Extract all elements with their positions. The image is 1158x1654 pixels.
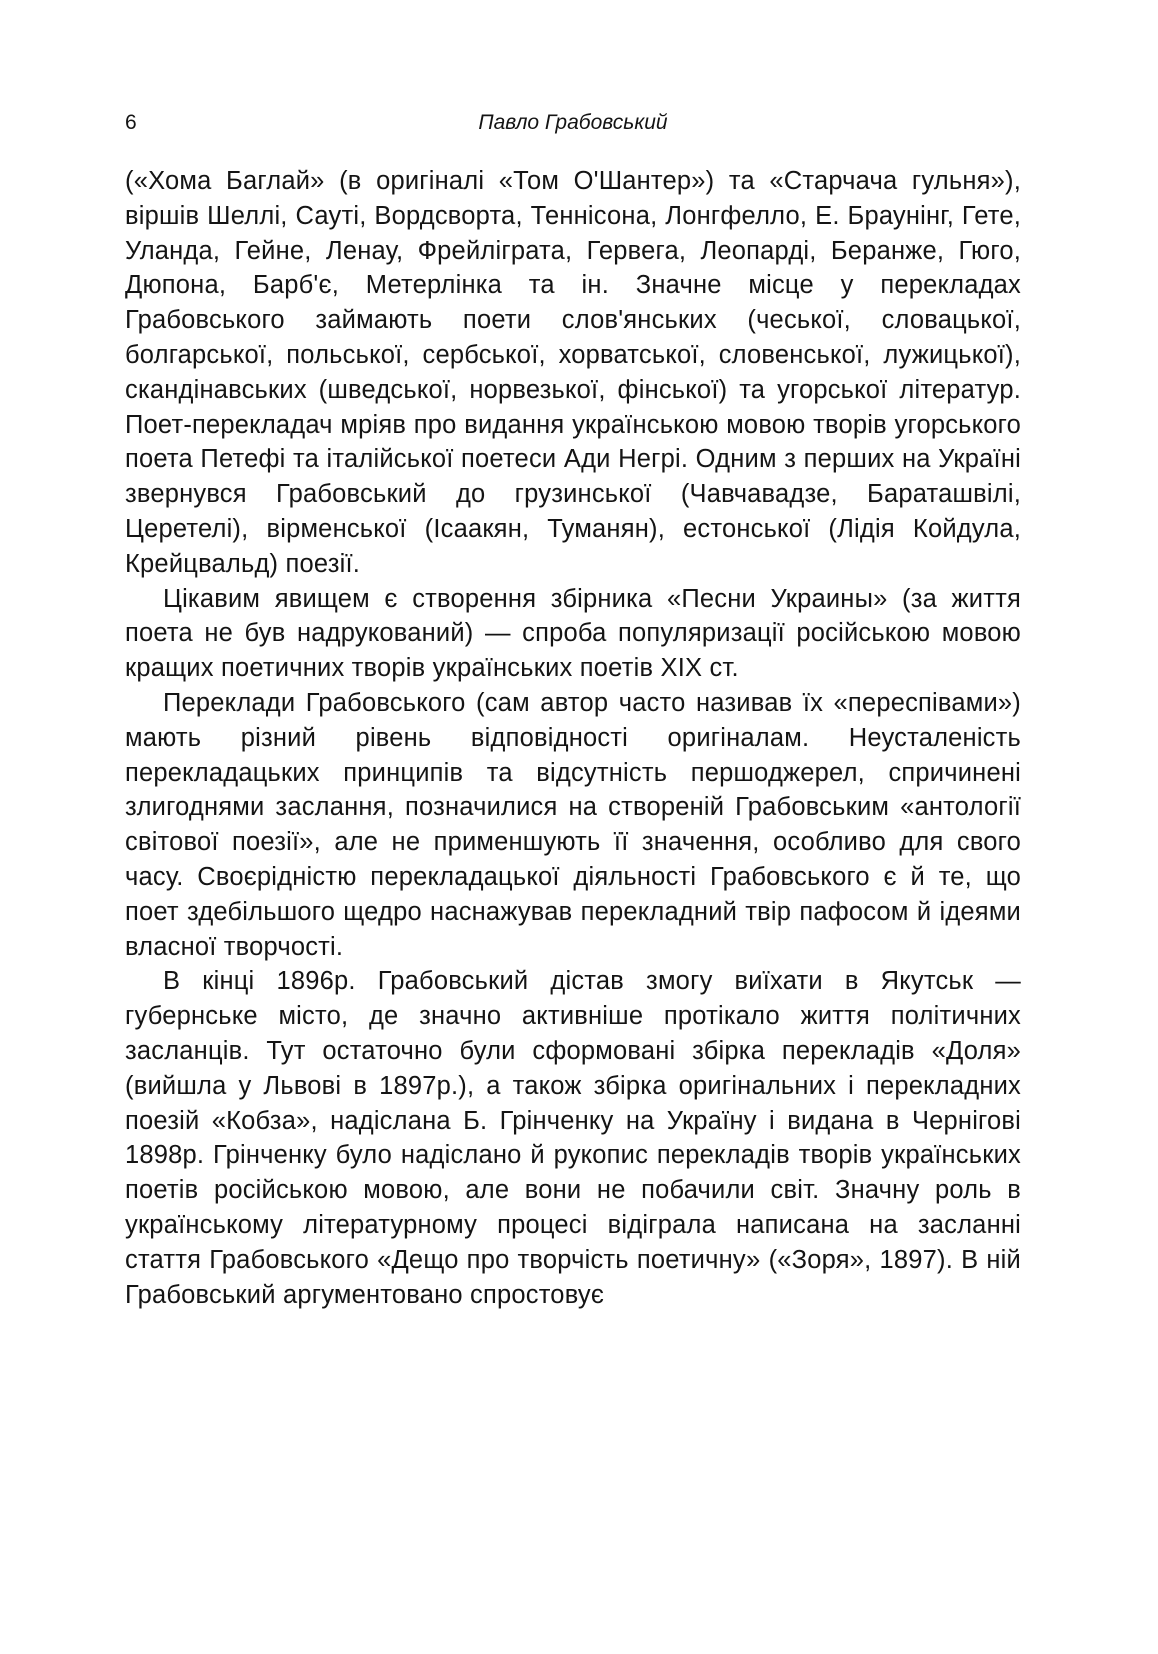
running-title: Павло Грабовський	[478, 111, 668, 134]
paragraph: Переклади Грабовського (сам автор часто називав їх «переспівами») мають різний рівень відповідності оригіналам. Неусталеність перекладацьких принципів та відсутність першоджерел, спричинені злигоднями заслання, позначилися на створеній Грабовським «антології світової поезії», але не применшують її значення, особливо для свого часу. Своєрідністю перекладацької діяльності Грабовського є й те, що поет здебільшого щедро наснажував перекладний твір пафосом й ідеями власної творчості.	[125, 688, 1021, 961]
page-number: 6	[125, 111, 137, 134]
running-header	[125, 106, 1021, 140]
paragraph: Цікавим явищем є створення збірника «Песни Украины» (за життя поета не був надрукований) — спроба популяризації російською мовою кращих поетичних творів українських поетів XIX ст.	[125, 584, 1021, 683]
body-text	[125, 164, 1021, 1312]
paragraph: В кінці 1896р. Грабовський дістав змогу виїхати в Якутськ — губернське місто, де значно активніше протікало життя політичних засланців. Тут остаточно були сформовані збірка перекладів «Доля» (вийшла у Львові в 1897р.), а також збірка оригінальних і перекладних поезій «Кобза», надіслана Б. Грінченку на Україну і видана в Чернігові 1898р. Грінченку було надіслано й рукопис перекладів творів українських поетів російською мовою, але вони не побачили світ. Значну роль в українському літературному процесі відіграла написана на засланні стаття Грабовського «Дещо про творчість поетичну» («Зоря», 1897). В ній Грабовський аргументовано спростовує	[125, 967, 1021, 1309]
paragraph-continued: («Хома Баглай» (в оригіналі «Том О'Шантер») та «Старчача гульня»), віршів Шеллі, Сауті, Вордсворта, Теннісона, Лонгфелло, Е. Браунінг, Гете, Уланда, Гейне, Ленау, Фрейліграта, Гервега, Леопарді, Беранже, Гюго, Дюпона, Барб'є, Метерлінка та ін. Значне місце у перекладах Грабовського займають поети слов'янських (чеської, словацької, болгарської, польської, сербської, хорватської, словенської, лужицької), скандінавських (шведської, норвезької, фінської) та угорської літератур. Поет-перекладач мріяв про видання українською мовою творів угорського поета Петефі та італійської поетеси Ади Негрі. Одним з перших на Україні звернувся Грабовський до грузинської (Чавчавадзе, Бараташвілі, Церетелі), вірменської (Ісаакян, Туманян), естонської (Лідія Койдула, Крейцвальд) поезії.	[125, 167, 1021, 578]
